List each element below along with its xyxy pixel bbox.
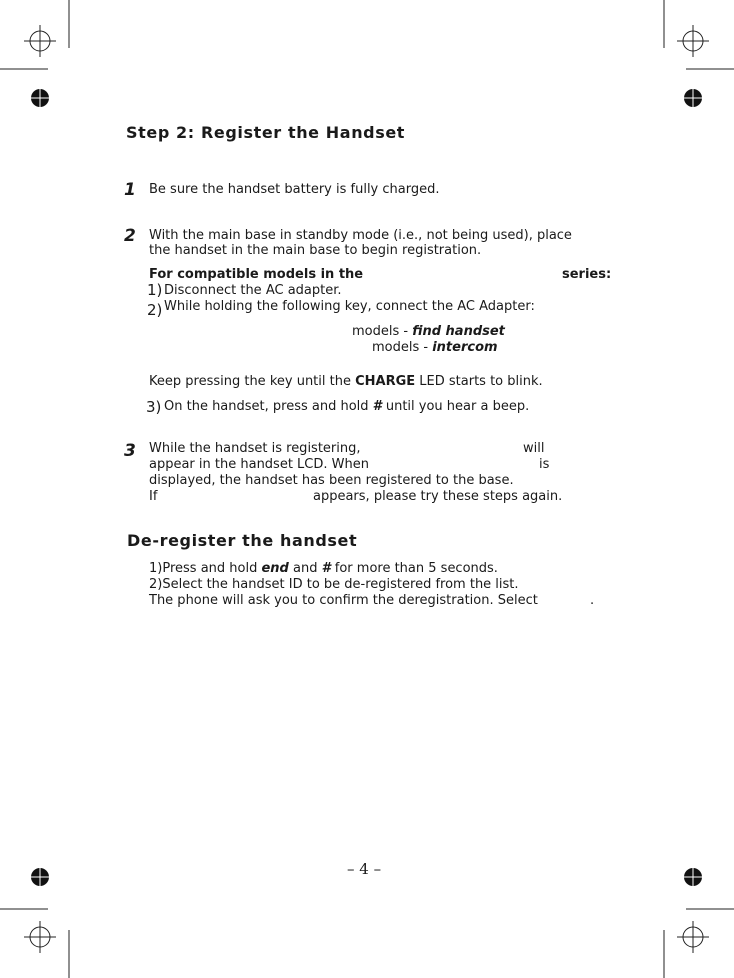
item-2-line-1: With the main base in standby mode (i.e., not being used), place [149,228,572,243]
item-3-line-2a: appear in the handset LCD. When [149,457,369,472]
compatible-series-label: series: [562,267,612,282]
models-b-line [372,340,498,356]
deregister-line-3-end: . [590,593,595,608]
step-2-title: Step 2: Register the Handset [126,123,406,142]
deregister-line-1 [149,561,498,577]
pound-key: # [372,399,382,414]
sub-step-2-text: While holding the following key, connect the AC Adapter: [164,299,535,314]
sub-step-2-number: 2) [147,301,163,319]
pound-key-2: # [321,561,331,576]
item-2-line-2: the handset in the main base to begin registration. [149,243,482,258]
keep-pressing-suffix: LED starts to blink. [415,374,543,389]
models-a-line [352,324,505,340]
models-a-prefix: models - [352,324,413,339]
item-3-line-1a: While the handset is registering, [149,441,361,456]
item-3-line-4a: If [149,489,158,504]
sub-step-1-number: 1) [147,281,163,299]
compatible-models-label: For compatible models in the [149,267,364,282]
step-number-3: 3 [124,441,136,461]
find-handset-key: find handset [412,324,505,339]
item-3-line-1b: will [523,441,545,456]
intercom-key: intercom [432,340,498,355]
item-1-text: Be sure the handset battery is fully charged. [149,182,440,197]
models-b-prefix: models - [372,340,433,355]
step-number-1: 1 [124,180,136,200]
page-number: – 4 – [347,860,382,878]
end-key: end [261,561,289,576]
item-3-line-4b: appears, please try these steps again. [313,489,563,504]
keep-pressing-line [149,374,543,390]
deregister-line-1-mid: and [288,561,322,576]
sub-step-3-prefix: On the handset, press and hold [164,399,373,414]
deregister-line-2: 2)Select the handset ID to be de-registered from the list. [149,577,519,592]
deregister-line-1-suffix: for more than 5 seconds. [330,561,498,576]
sub-step-3-number: 3) [146,398,162,416]
deregister-line-1-prefix: 1)Press and hold [149,561,262,576]
item-3-line-3: displayed, the handset has been registered to the base. [149,473,514,488]
sub-step-3-suffix: until you hear a beep. [381,399,530,414]
deregister-title: De-register the handset [127,531,358,550]
deregister-line-3: The phone will ask you to confirm the deregistration. Select [149,593,538,608]
step-number-2: 2 [124,226,136,246]
sub-step-3-line [164,399,529,415]
charge-led-label: CHARGE [355,374,416,389]
sub-step-1-text: Disconnect the AC adapter. [164,283,342,298]
item-3-line-2b: is [539,457,550,472]
keep-pressing-prefix: Keep pressing the key until the [149,374,356,389]
